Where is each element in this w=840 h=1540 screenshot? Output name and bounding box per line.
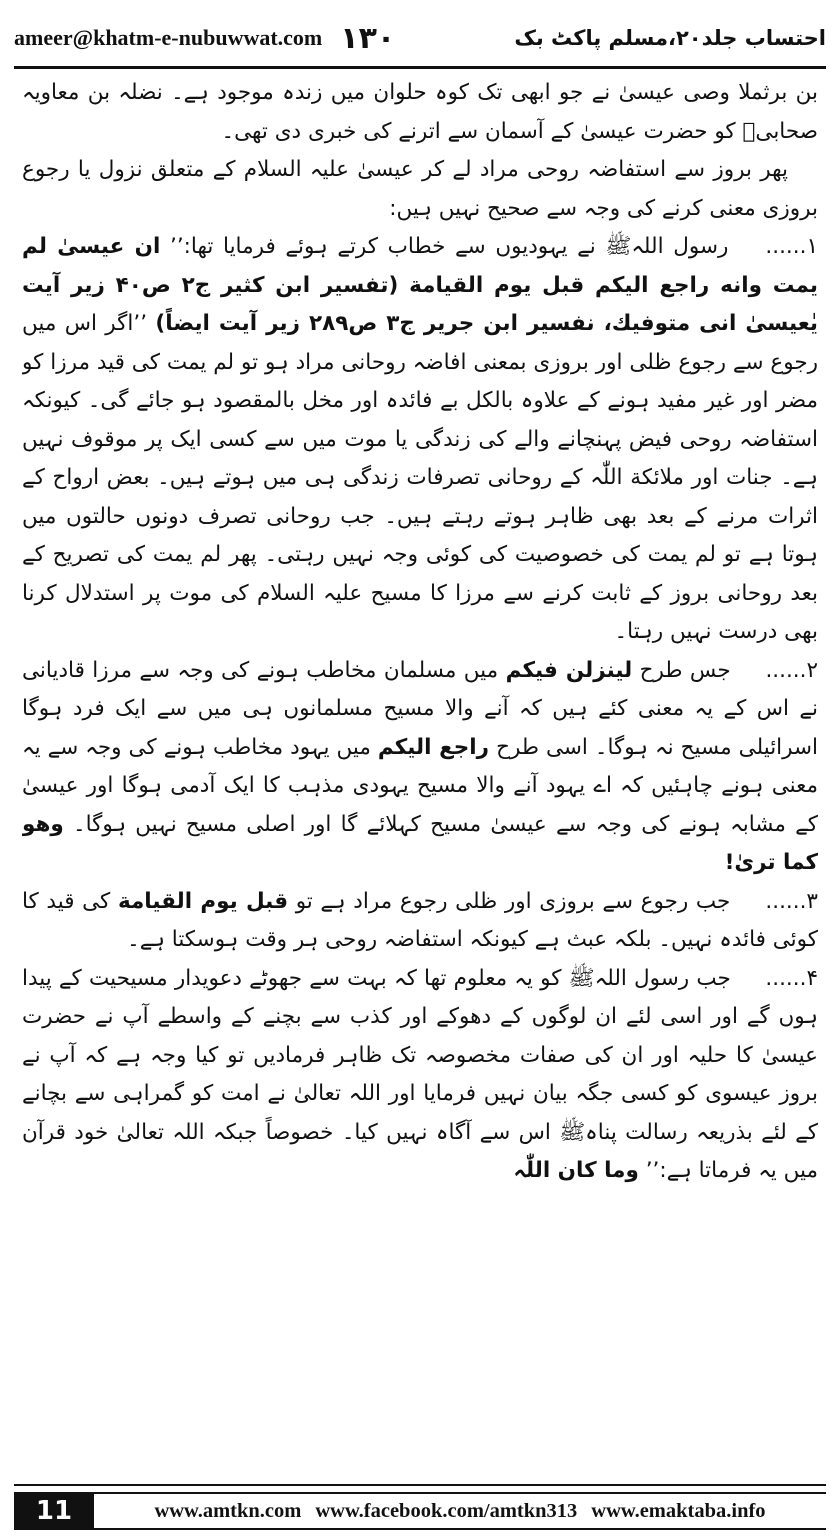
page-header [14,14,826,62]
footer-page-number: 11 [14,1492,94,1530]
paragraph-2: پھر بروز سے استفاضہ روحی مراد لے کر عیسیٰ علیہ السلام کے متعلق نزول یا رجوع بروزی معنی کرنے کی وجہ سے صحیح نہیں ہیں: [22,157,818,221]
point-3-text-a: جب رجوع سے بروزی اور ظلی رجوع مراد ہے تو [295,888,731,914]
footer-link-amtkn[interactable]: www.amtkn.com [154,1499,302,1522]
header-left [14,21,395,56]
point-2-arabic-2: راجع الیکم [377,734,490,760]
header-page-number: ۱۳۰ [340,20,396,56]
footer-links [94,1492,826,1530]
point-4-text-a: جب رسول اللہﷺ کو یہ معلوم تھا کہ بہت سے جھوٹے دعویدار مسیحیت کے پیدا ہوں گے اور اسی لئے ان لوگوں کے دھوکے اور کذب سے بچنے کے واسطے آپ نے حضرت عیسیٰ کا حلیہ اور ان کی صفات مخصوصہ تک ظاہر فرمادیں تو کیا وجہ ہے کہ آپ نے بروز عیسوی کو کسی جگہ بیان نہیں فرمایا اور اللہ تعالیٰ نے امت کو گمراہی سے بچانے کے لئے بذریعہ رسالت پناہﷺ اس سے آگاہ نہیں کیا۔ خصوصاً جبکہ اللہ تعالیٰ خود قرآن میں یہ فرماتا ہے:’’ [22,965,818,1183]
point-1-number: ۱...... [765,234,818,259]
point-2-text-c: میں یہود مخاطب ہونے کی وجہ سے یہ معنی ہونے چاہئیں کہ اے یہود آنے والا مسیح یہودی مذہب کا ایک آدمی ہوگا اور عیسیٰ کے مشابہ ہونے کی وجہ سے عیسیٰ مسیح کہلائے گا اور اصلی مسیح نہیں ہوگا۔ [22,734,818,837]
point-1-arabic-quote: ان عیسیٰ لم یمت وانه راجع الیکم قبل یوم القیامة (تفسیر ابن کثیر ج۲ ص۴۰ زیر آیت یٰعیسیٰ انی متوفیك، نفسیر ابن جریر ج۳ ص۲۸۹ زیر آیت ایضاً) [22,234,818,336]
point-1-text-b: ’’اگر اس میں رجوع سے رجوع ظلی اور بروزی بمعنی افاضہ روحانی مراد ہو تو لم یمت کی قید مرزا کو مضر اور غیر مفید ہونے کے علاوہ بالکل بے فائدہ اور مخل بالمقصود ہو جائے گی۔ کیونکہ استفاضہ روحی فیض پہنچانے والے کی زندگی یا موت میں سے کسی ایک پر موقوف نہیں ہے۔ جنات اور ملائکة اللّٰہ کے روحانی تصرفات زندگی ہی میں ہوتے ہیں۔ بعض ارواح کے اثرات مرنے کے بعد بھی ظاہر ہوتے رہتے ہیں۔ جب روحانی تصرف دونوں حالتوں میں ہوتا ہے تو لم یمت کی خصوصیت کی کوئی وجہ نہیں رہتی۔ پھر لم یمت کی تصریح کے بعد روحانی بروز کے ثابت کرنے سے مرزا کا مسیح علیہ السلام کی موت پر استدلال کرنا بھی درست نہیں رہتا۔ [22,311,818,644]
footer-divider [14,1484,826,1486]
point-1 [22,228,818,652]
point-3-number: ۳...... [765,888,818,914]
footer-link-facebook[interactable]: www.facebook.com/amtkn313 [315,1499,578,1522]
footer-link-emaktaba[interactable]: www.emaktaba.info [591,1499,766,1522]
page-body [22,74,818,1454]
point-2-text-b: میں مسلمان مخاطب ہونے کی وجہ سے مرزا قادیانی نے اس کے یہ معنی کئے ہیں کہ آنے والا مسیح مسلمانوں ہی میں سے ایک فرد ہوگا اسرائیلی مسیح نہ ہوگا۔ اسی طرح [22,657,818,760]
point-2-arabic-3: وهو کما تریٰ! [22,811,818,875]
point-2 [22,652,818,883]
point-3-arabic: قبل یوم القیامة [117,888,289,914]
point-3 [22,883,818,960]
point-1-text-a: رسول اللہﷺ نے یہودیوں سے خطاب کرتے ہوئے فرمایا تھا:’’ [170,234,729,259]
point-2-text-a: جس طرح [639,657,731,683]
page-footer [14,1492,826,1530]
point-2-number: ۲...... [765,657,818,683]
running-title: احتساب جلد۲۰،مسلم پاکٹ بک [514,26,826,50]
point-3-text-b: کی قید کا کوئی فائدہ نہیں۔ بلکہ عبث ہے کیونکہ استفاضہ روحی ہر وقت ہوسکتا ہے۔ [22,888,818,952]
header-email[interactable]: ameer@khatm-e-nubuwwat.com [14,25,323,50]
point-2-arabic-1: لینزلن فیکم [505,657,633,683]
point-4-number: ۴...... [765,965,818,991]
header-divider [14,66,826,69]
point-4 [22,960,818,1191]
point-4-arabic: وما کان اللّٰہ [513,1158,639,1183]
paragraph-1: بن برثملا وصی عیسیٰ نے جو ابھی تک کوہ حلوان میں زندہ موجود ہے۔ نضلہ بن معاویہ صحابیؓ کو حضرت عیسیٰ کے آسمان سے اترنے کی خبری دی تھی۔ [22,80,818,144]
